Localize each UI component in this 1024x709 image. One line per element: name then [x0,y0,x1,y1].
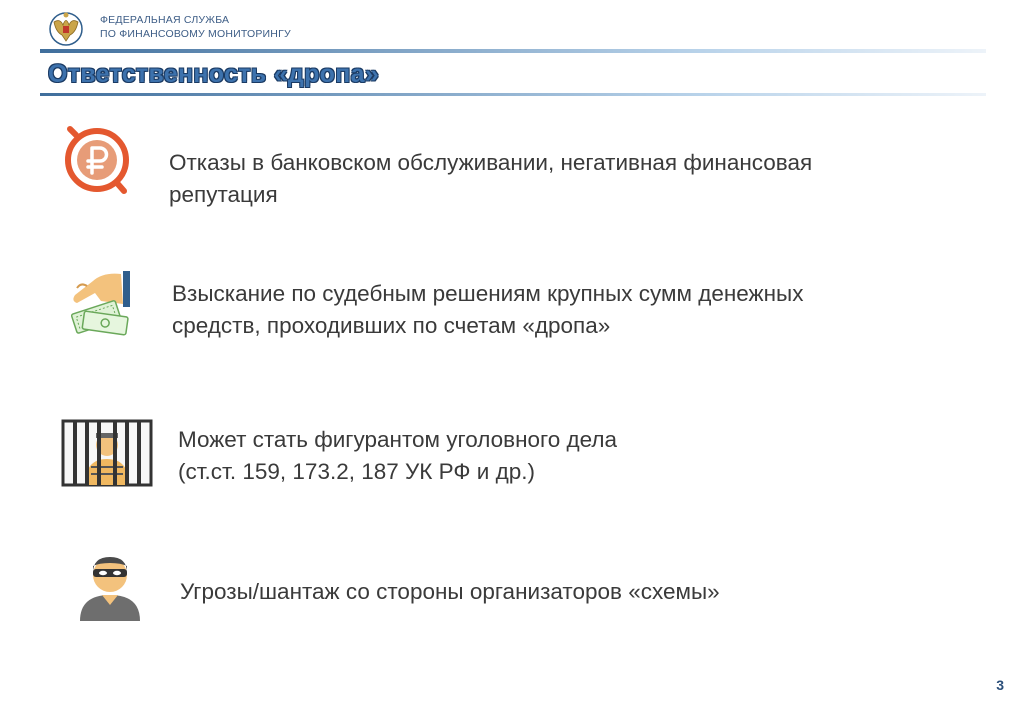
title-underline [40,93,986,96]
org-name [100,13,291,41]
item-line: Отказы в банковском обслуживании, негативная финансовая [169,150,813,175]
masked-person-icon [76,551,144,621]
eagle-emblem-icon [48,8,84,48]
item-threats [180,576,720,608]
org-name-line2: ПО ФИНАНСОВОМУ МОНИТОРИНГУ [100,28,291,40]
item-line: (ст.ст. 159, 173.2, 187 УК РФ и др.) [178,459,535,484]
ruble-forbidden-icon [62,125,132,195]
page-title: Ответственность «дропа» [48,60,380,88]
item-banking-refusal [169,147,812,211]
item-line: средств, проходивших по счетам «дропа» [172,313,611,338]
item-line: Взыскание по судебным решениям крупных сумм денежных [172,281,804,306]
item-line: Угрозы/шантаж со стороны организаторов «схемы» [180,579,720,604]
page-number: 3 [996,677,1004,693]
hand-money-icon [65,268,133,336]
prisoner-bars-icon [61,419,153,487]
item-court-recovery [172,278,803,342]
org-name-line1: ФЕДЕРАЛЬНАЯ СЛУЖБА [100,14,230,26]
item-line: Может стать фигурантом уголовного дела [178,427,618,452]
item-line: репутация [169,182,278,207]
item-criminal-case [178,424,617,488]
header-divider [40,49,986,53]
